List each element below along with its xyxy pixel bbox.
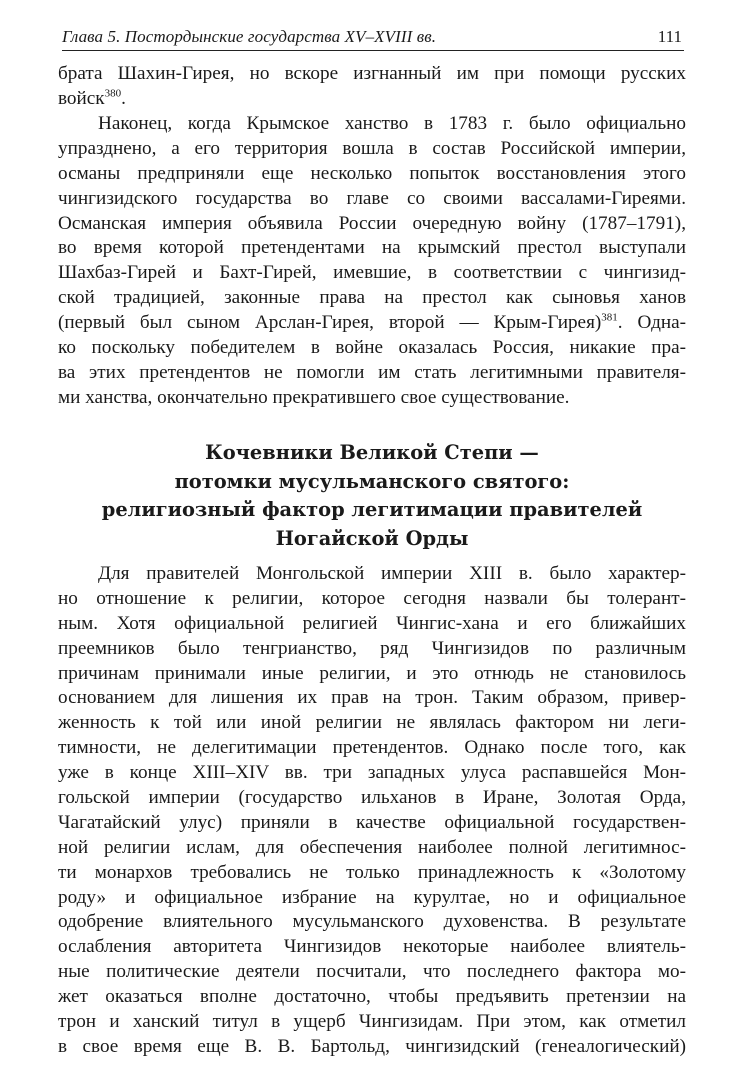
text-line: преемников было тенгрианство, ряд Чингизидов по различным bbox=[58, 637, 686, 659]
text-line: роду» и официальное избрание на курултае, но и официальное bbox=[58, 886, 686, 908]
text-line: во время которой претендентами на крымский престол выступали bbox=[58, 237, 686, 259]
text-line: ва этих претендентов не помогли им стать легитимными правителя- bbox=[58, 361, 686, 383]
paragraph-nogai bbox=[58, 562, 686, 1060]
heading-line: потомки мусульманского святого: bbox=[174, 469, 570, 493]
text-line: тимности, не делегитимации претендентов. Однако после того, как bbox=[58, 737, 686, 759]
text-line: причинам принимали иные религии, и это отнюдь не становилось bbox=[58, 662, 686, 684]
paragraph-continuation bbox=[58, 62, 686, 112]
text-line: основанием для лишения их прав на трон. Таким образом, привер- bbox=[58, 687, 686, 709]
text-line: брата Шахин-Гирея, но вскоре изгнанный им при помощи русских bbox=[58, 63, 686, 84]
page-number: 111 bbox=[657, 27, 682, 46]
text-line: ко поскольку победителем в войне оказалась Россия, никакие пра- bbox=[58, 337, 686, 359]
text-line: чингизидского государства во главе со своими вассалами-Гиреями. bbox=[58, 187, 686, 209]
paragraph-crimea bbox=[58, 112, 686, 411]
text-line: ной религии ислам, для обеспечения наиболее полной легитимнос- bbox=[58, 836, 686, 858]
text-line: Для правителей Монгольской империи XIII в. было характер- bbox=[98, 563, 686, 584]
text-fragment: . bbox=[121, 87, 126, 109]
text-line: ми ханства, окончательно прекратившего свое существование. bbox=[58, 386, 570, 408]
heading-line: Кочевники Великой Степи — bbox=[205, 441, 539, 464]
text-line: ным. Хотя официальной религией Чингис-хана и его ближайших bbox=[58, 612, 686, 634]
heading-line: религиозный фактор легитимации правителей bbox=[101, 498, 643, 522]
text-line: жет оказаться вполне достаточно, чтобы предъявить претензии на bbox=[58, 986, 686, 1008]
text-line: Наконец, когда Крымское ханство в 1783 г. было официально bbox=[98, 113, 686, 134]
footnote-marker: 380 bbox=[104, 87, 122, 100]
running-header bbox=[62, 24, 684, 51]
text-line: одобрение влиятельного мусульманского духовенства. В результате bbox=[58, 911, 686, 933]
text-line: Османская империя объявила России очередную войну (1787–1791), bbox=[58, 212, 686, 234]
text-fragment: войск bbox=[58, 87, 105, 109]
chapter-title: Глава 5. Постордынские государства XV–XVIII вв. bbox=[62, 27, 437, 46]
text-line: османы предприняли еще несколько попыток восстановления этого bbox=[58, 162, 686, 184]
text-line: гольской империи (государство ильханов в Иране, Золотая Орда, bbox=[58, 787, 686, 809]
footnote-marker: 381 bbox=[601, 311, 618, 324]
heading-line: Ногайской Орды bbox=[275, 526, 469, 550]
text-line: трон и ханский титул в ущерб Чингизидам. При этом, как отметил bbox=[58, 1011, 686, 1033]
text-line: упразднено, а его территория вошла в состав Российской империи, bbox=[58, 137, 686, 159]
text-line: ослабления авторитета Чингизидов некоторые наиболее влиятель- bbox=[58, 936, 686, 958]
text-line bbox=[58, 311, 686, 336]
text-line bbox=[58, 87, 686, 112]
text-line: ные политические деятели посчитали, что последнего фактора мо- bbox=[58, 961, 686, 983]
text-line: уже в конце XIII–XIV вв. три западных улуса распавшейся Мон- bbox=[58, 762, 686, 784]
text-fragment: . Одна- bbox=[617, 312, 686, 334]
text-line: в свое время еще В. В. Бартольд, чингизидский (генеалогический) bbox=[58, 1035, 686, 1057]
text-line: женность к той или иной религии не являлась фактором ни леги- bbox=[58, 712, 686, 734]
section-heading bbox=[58, 439, 686, 553]
text-line: но отношение к религии, которое сегодня назвали бы толерант- bbox=[58, 587, 686, 609]
text-fragment: (первый был сыном Арслан-Гирея, второй — Крым-Гирея) bbox=[58, 312, 602, 334]
text-line: Чагатайский улус) приняли в качестве официальной государствен- bbox=[58, 811, 686, 833]
text-line: Шахбаз-Гирей и Бахт-Гирей, имевшие, в соответствии с чингизид- bbox=[58, 262, 686, 284]
text-line: ти монархов требовались не только принадлежность к «Золотому bbox=[58, 861, 686, 883]
text-line: ской традицией, законные права на престол как сыновья ханов bbox=[58, 287, 686, 309]
